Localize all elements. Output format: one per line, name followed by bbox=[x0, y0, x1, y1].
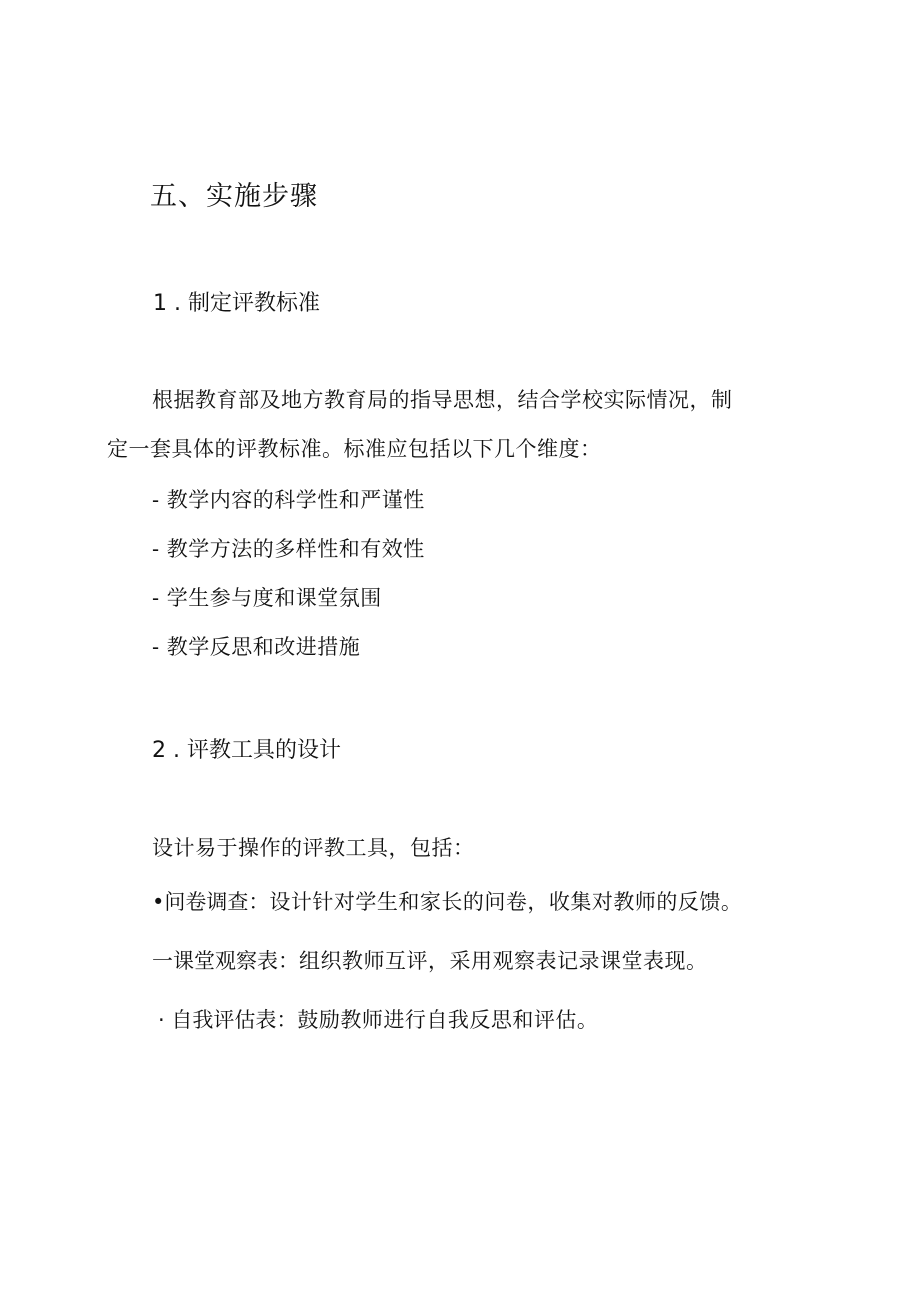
step2-heading: 2 . 评教工具的设计 bbox=[152, 738, 341, 763]
step1-heading: 1 . 制定评教标准 bbox=[153, 291, 320, 316]
step1-paragraph-line2: 定一套具体的评教标准。标准应包括以下几个维度： bbox=[107, 437, 602, 461]
tool-label: •问卷调查： bbox=[152, 890, 270, 914]
section-title: 五、实施步骤 bbox=[150, 181, 318, 212]
dimension-item: - 学生参与度和课堂氛围 bbox=[152, 586, 382, 610]
tool-item-self-assessment bbox=[158, 1004, 598, 1034]
tool-desc: 鼓励教师进行自我反思和评估。 bbox=[297, 1008, 599, 1032]
dimension-item: - 教学反思和改进措施 bbox=[152, 635, 361, 659]
tool-desc: 设计针对学生和家长的问卷，收集对教师的反馈。 bbox=[269, 890, 743, 914]
tool-label: · 自我评估表： bbox=[158, 1008, 298, 1032]
dimension-item: - 教学方法的多样性和有效性 bbox=[152, 537, 425, 561]
step1-paragraph-line1: 根据教育部及地方教育局的指导思想，结合学校实际情况，制 bbox=[152, 388, 733, 412]
tool-desc: 组织教师互评，采用观察表记录课堂表现。 bbox=[299, 949, 708, 973]
tool-item-observation bbox=[152, 945, 708, 975]
tool-label: 一课堂观察表： bbox=[152, 949, 299, 973]
step2-intro: 设计易于操作的评教工具，包括： bbox=[152, 836, 475, 860]
dimension-item: - 教学内容的科学性和严谨性 bbox=[152, 488, 425, 512]
tool-item-questionnaire bbox=[152, 886, 742, 916]
